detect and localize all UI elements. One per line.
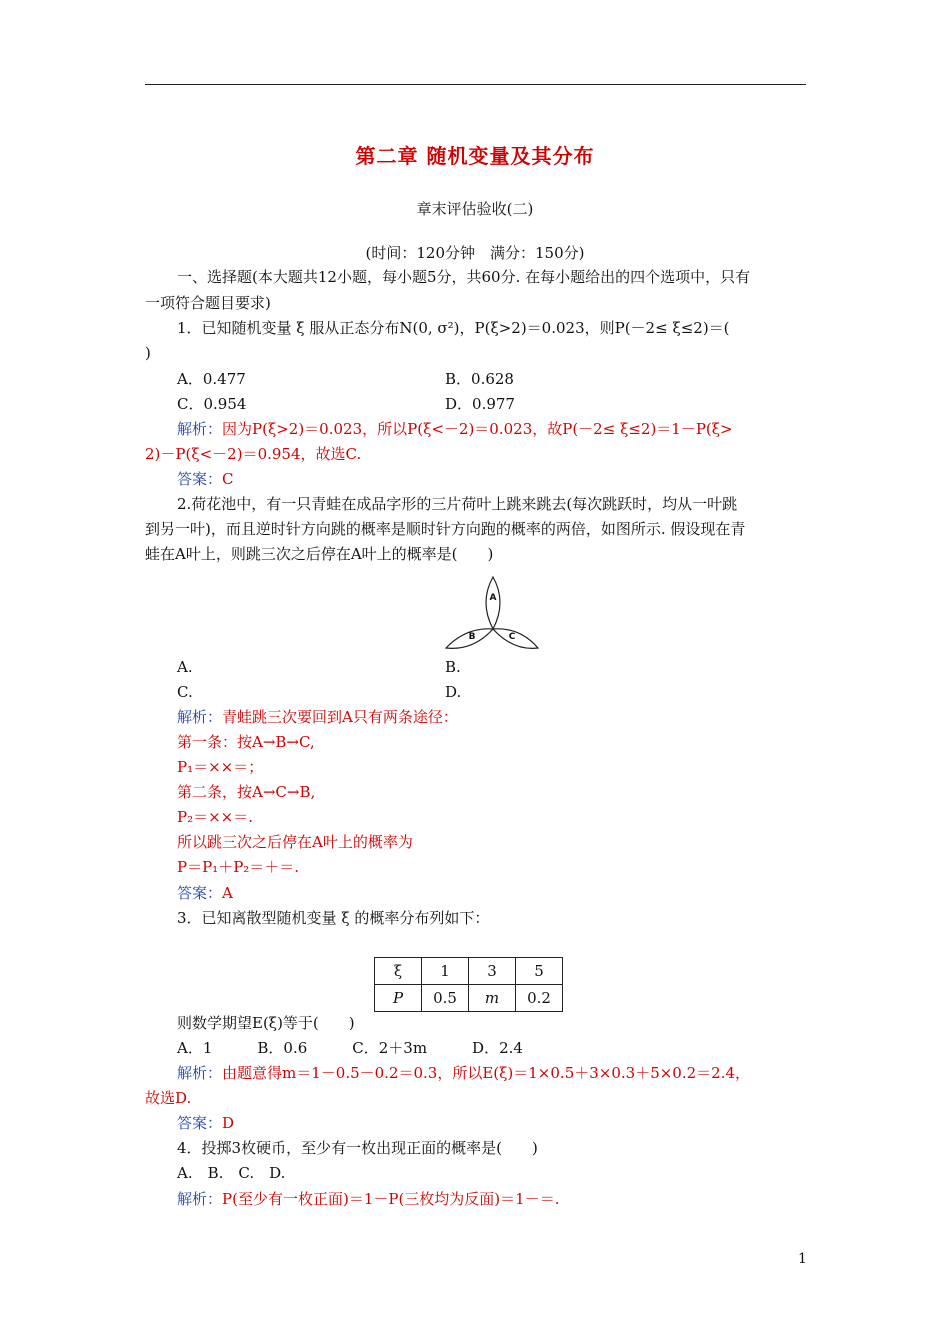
- table-row: [375, 958, 563, 985]
- q2-solution-line1: [177, 710, 458, 725]
- table-row: [375, 985, 563, 1012]
- q2-option-d: D.: [445, 683, 462, 701]
- table-cell: 0.5: [422, 985, 469, 1012]
- q2-solution-label: 解析：: [177, 708, 223, 726]
- q3-stem-line2: 则数学期望E(ξ)等于( ): [177, 1014, 355, 1032]
- q2-answer: [177, 886, 233, 901]
- table-cell: m: [469, 985, 516, 1012]
- q4-solution-line1: [177, 1192, 559, 1207]
- table-cell: 0.2: [516, 985, 563, 1012]
- q1-solution-text1: 因为P(ξ>2)＝0.023，所以P(ξ<－2)＝0.023，故P(－2≤ ξ≤2)＝1－P(ξ>: [222, 420, 733, 438]
- q3-answer-label: 答案：: [177, 1114, 223, 1132]
- q2-solution-line2: 第一条：按A→B→C,: [177, 733, 315, 751]
- section-instructions-line2: 一项符合题目要求): [145, 294, 271, 312]
- q2-stem-line3: 蛙在A叶上，则跳三次之后停在A叶上的概率是( ): [145, 545, 494, 563]
- leaf-c-outline: [493, 629, 538, 649]
- q4-stem: 4．投掷3枚硬币，至少有一枚出现正面的概率是( ): [177, 1139, 538, 1157]
- q1-answer: [177, 472, 234, 487]
- section-instructions-line1: 一、选择题(本大题共12小题，每小题5分，共60分. 在每小题给出的四个选项中，只有: [177, 268, 751, 286]
- q2-solution-line4: 第二条，按A→C→B,: [177, 783, 316, 801]
- leaf-c-label: C: [508, 632, 516, 642]
- q2-option-c: C.: [177, 683, 193, 701]
- lotus-leaves-figure: [440, 575, 540, 655]
- q1-solution-label: 解析：: [177, 420, 223, 438]
- q2-solution-line6: 所以跳三次之后停在A叶上的概率为: [177, 833, 413, 851]
- q3-answer-value: D: [222, 1114, 235, 1132]
- q2-solution-line7: P＝P₁＋P₂＝＋＝.: [177, 858, 300, 876]
- exam-time-info: (时间：120分钟 满分：150分): [365, 244, 585, 262]
- q1-answer-value: C: [222, 470, 234, 488]
- table-cell: 5: [516, 958, 563, 985]
- q4-solution-label: 解析：: [177, 1190, 223, 1208]
- q3-distribution-table: [374, 957, 563, 1012]
- q3-solution-line2: 故选D.: [145, 1089, 192, 1107]
- q3-answer: [177, 1116, 234, 1131]
- q3-stem: 3．已知离散型随机变量 ξ 的概率分布列如下：: [177, 909, 490, 927]
- q1-option-d: D．0.977: [445, 395, 515, 413]
- header-rule: [145, 84, 806, 85]
- q2-stem-line2: 到另一叶)，而且逆时针方向跳的概率是顺时针方向跑的概率的两倍，如图所示. 假设现在青: [145, 520, 746, 538]
- q1-solution-line2: 2)－P(ξ<－2)＝0.954，故选C.: [145, 445, 362, 463]
- q4-options: A. B. C. D.: [177, 1164, 286, 1182]
- q2-solution-text1: 青蛙跳三次要回到A只有两条途径：: [222, 708, 458, 726]
- q1-stem-line2: ): [145, 344, 151, 362]
- leaf-a-label: A: [489, 593, 497, 603]
- q4-solution-text1: P(至少有一枚正面)＝1－P(三枚均为反面)＝1－＝.: [222, 1190, 560, 1208]
- q2-answer-value: A: [222, 884, 233, 902]
- q1-option-b: B．0.628: [445, 370, 514, 388]
- q1-answer-label: 答案：: [177, 470, 223, 488]
- q3-solution-label: 解析：: [177, 1064, 223, 1082]
- table-cell: 3: [469, 958, 516, 985]
- q3-solution-line1: [177, 1066, 750, 1081]
- q3-options: A．1 B．0.6 C．2＋3m D．2.4: [177, 1039, 523, 1057]
- leaf-b-label: B: [468, 632, 476, 642]
- q2-option-b: B.: [445, 658, 461, 676]
- q3-solution-text1: 由题意得m＝1－0.5－0.2＝0.3，所以E(ξ)＝1×0.5＋3×0.3＋5×0.2＝2.4，: [222, 1064, 751, 1082]
- section-subtitle: 章末评估验收(二): [416, 200, 534, 218]
- q2-answer-label: 答案：: [177, 884, 223, 902]
- q1-solution-line1: [177, 422, 733, 437]
- q2-solution-line5: P₂＝××＝.: [177, 808, 254, 826]
- table-cell: P: [375, 985, 422, 1012]
- page-number: 1: [798, 1251, 807, 1267]
- q1-stem-line1: 1．已知随机变量 ξ 服从正态分布N(0, σ²)，P(ξ>2)＝0.023，则P(－2≤ ξ≤2)＝(: [177, 319, 730, 337]
- q2-stem-line1: 2.荷花池中，有一只青蛙在成品字形的三片荷叶上跳来跳去(每次跳跃时，均从一叶跳: [177, 495, 738, 513]
- q2-solution-line3: P₁＝××＝；: [177, 758, 264, 776]
- q1-option-c: C．0.954: [177, 395, 247, 413]
- leaf-a-outline: [486, 577, 500, 629]
- q2-option-a: A.: [177, 658, 193, 676]
- table-cell: 1: [422, 958, 469, 985]
- table-cell: ξ: [375, 958, 422, 985]
- chapter-title: 第二章 随机变量及其分布: [355, 144, 595, 168]
- q1-option-a: A．0.477: [177, 370, 246, 388]
